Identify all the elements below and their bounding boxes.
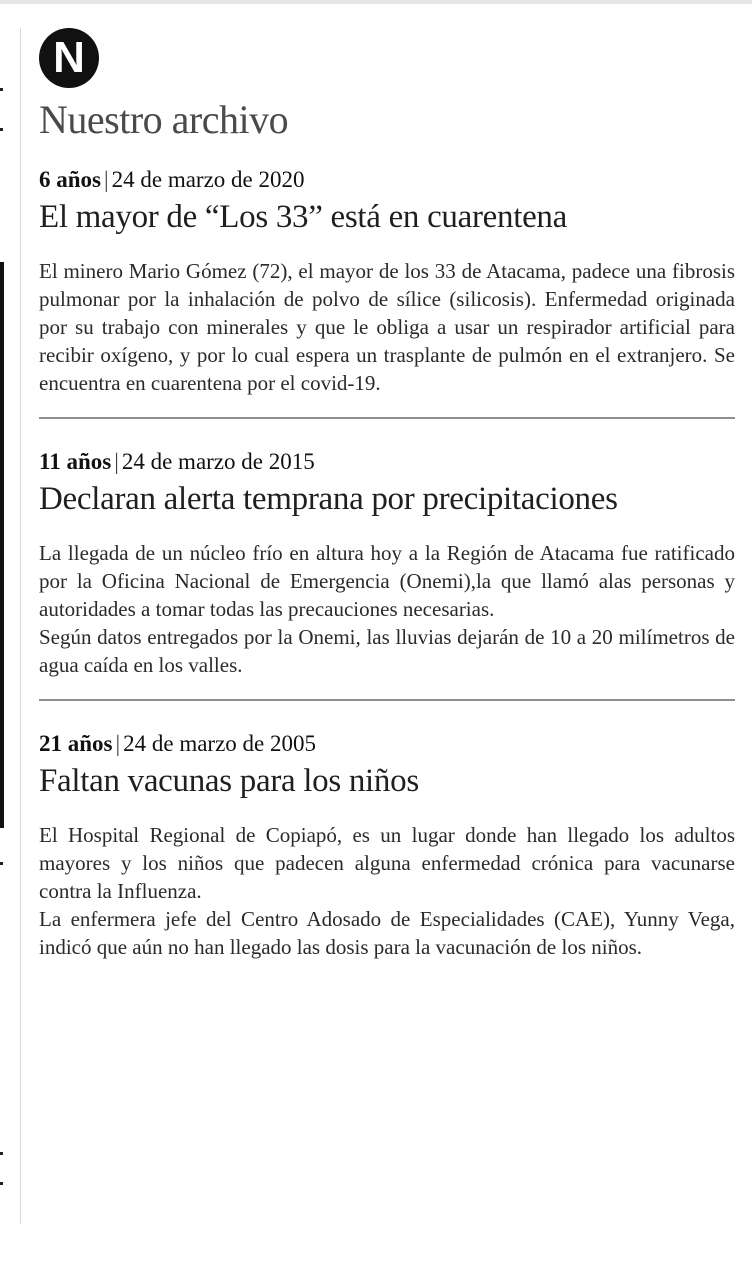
- item-years: 11 años: [39, 449, 112, 474]
- meta-separator: |: [104, 167, 109, 192]
- archive-item: [39, 729, 735, 981]
- item-body: [39, 821, 735, 961]
- archive-column: [39, 28, 735, 981]
- item-headline: El mayor de “Los 33” está en cuarentena: [39, 199, 567, 235]
- margin-mark: [0, 862, 3, 865]
- item-meta: [39, 165, 735, 195]
- item-paragraph: El minero Mario Gómez (72), el mayor de los 33 de Atacama, padece una fibrosis pulmonar por la inhalación de polvo de sílice (silicosis). Enfermedad originada por su trabajo con minerales y que le obliga a usar un respirador artificial para recibir oxígeno, y por lo cual espera un trasplante de pulmón en el extranjero. Se encuentra en cuarentena por el covid-19.: [39, 259, 735, 395]
- item-date: 24 de marzo de 2005: [123, 731, 316, 756]
- item-meta: [39, 447, 735, 477]
- item-years: 21 años: [39, 731, 113, 756]
- item-headline: Faltan vacunas para los niños: [39, 763, 419, 799]
- item-paragraph: Según datos entregados por la Onemi, las lluvias dejarán de 10 a 20 milímetros de agua caída en los valles.: [39, 625, 735, 677]
- column-divider: [20, 28, 21, 1224]
- archive-item: [39, 165, 735, 419]
- top-rule: [0, 0, 752, 4]
- item-paragraph: La enfermera jefe del Centro Adosado de Especialidades (CAE), Yunny Vega, indicó que aún no han llegado las dosis para la vacunación de los niños.: [39, 907, 735, 959]
- item-years: 6 años: [39, 167, 101, 192]
- item-date: 24 de marzo de 2020: [111, 167, 305, 192]
- margin-mark: [0, 88, 3, 91]
- item-body: [39, 257, 735, 397]
- section-title: Nuestro archivo: [39, 97, 289, 142]
- meta-separator: |: [114, 449, 119, 474]
- item-meta: [39, 729, 735, 759]
- item-headline: Declaran alerta temprana por precipitaciones: [39, 481, 618, 517]
- left-column-rule: [0, 262, 4, 828]
- item-body: [39, 539, 735, 679]
- margin-mark: [0, 128, 3, 131]
- margin-mark: [0, 1182, 3, 1185]
- archive-item: [39, 447, 735, 701]
- item-date: 24 de marzo de 2015: [121, 449, 315, 474]
- meta-separator: |: [115, 731, 121, 756]
- item-paragraph: El Hospital Regional de Copiapó, es un lugar donde han llegado los adultos mayores y los niños que padecen alguna enfermedad crónica para vacunarse contra la Influenza.: [39, 823, 735, 903]
- margin-mark: [0, 1152, 3, 1155]
- newspaper-logo: N: [39, 28, 99, 88]
- item-paragraph: La llegada de un núcleo frío en altura hoy a la Región de Atacama fue ratificado por la Oficina Nacional de Emergencia (Onemi),la que llamó alas personas y autoridades a tomar todas las precauciones necesarias.: [39, 541, 735, 621]
